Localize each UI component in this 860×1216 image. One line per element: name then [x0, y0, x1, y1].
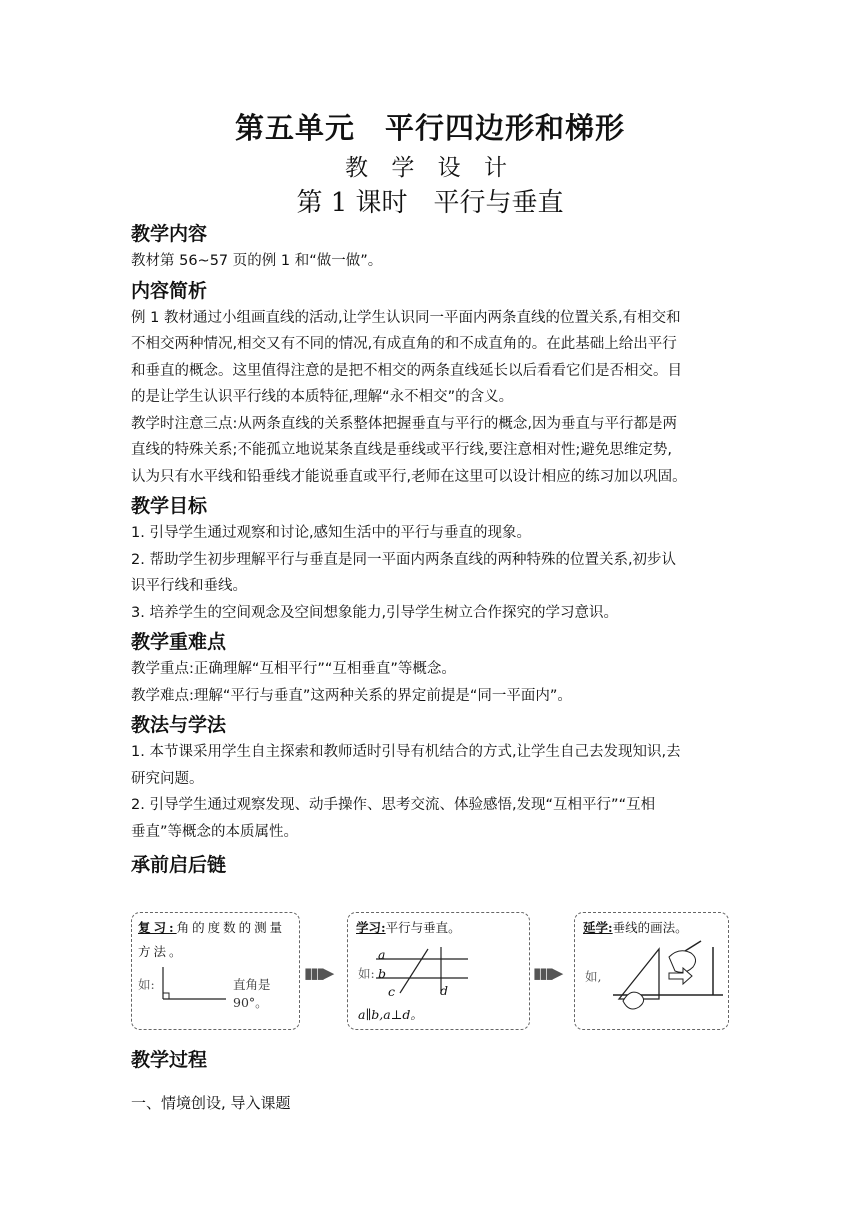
paragraph: 教材第 56~57 页的例 1 和“做一做”。: [131, 253, 383, 269]
section-heading: 承前启后链: [131, 854, 227, 876]
review-example-label: 如:: [138, 977, 155, 992]
section-heading: 教法与学法: [131, 714, 227, 736]
paragraph-line: 教学重点:正确理解“互相平行”“互相垂直”等概念。: [131, 661, 456, 677]
extend-text-line: [583, 918, 688, 936]
learn-text: 平行与垂直。: [385, 920, 461, 935]
section-analysis: [131, 277, 731, 491]
learn-box: [347, 912, 530, 1030]
paragraph-line: 不相交两种情况,相交又有不同的情况,有成直角的和不成直角的。在此基础上给出平行: [131, 336, 677, 352]
extend-label: 延学:: [583, 920, 613, 935]
paragraph-line: 垂直”等概念的本质属性。: [131, 823, 299, 840]
right-angle-figure: [158, 965, 228, 1001]
extend-box: [574, 912, 729, 1030]
section-heading: 内容简析: [131, 279, 208, 302]
process-step-1: 一、情境创设, 导入课题: [131, 1094, 291, 1112]
section-heading: 教学重难点: [131, 631, 227, 653]
line-label-b: b: [378, 966, 387, 981]
paragraph-line: 教学难点:理解“平行与垂直”这两种关系的界定前提是“同一平面内”。: [131, 687, 572, 704]
paragraph-line: 识平行线和垂线。: [131, 578, 247, 594]
section-heading: 教学内容: [131, 223, 208, 245]
paragraph-line: 直线的特殊关系;不能孤立地说某条直线是垂线或平行线,要注意相对性;避免思维定势,: [131, 442, 672, 458]
unit-title: 第五单元 平行四边形和梯形: [234, 111, 625, 145]
learn-example-label: 如:: [358, 966, 375, 981]
section-key-points: [131, 628, 731, 709]
section-heading: 教学目标: [131, 495, 208, 517]
paragraph-line: 3. 培养学生的空间观念及空间想象能力,引导学生树立合作探究的学习意识。: [131, 604, 619, 621]
paragraph-line: 例 1 教材通过小组画直线的活动,让学生认识同一平面内两条直线的位置关系,有相交和: [131, 309, 681, 326]
paragraph-line: 研究问题。: [131, 770, 204, 787]
review-box: [131, 912, 300, 1030]
chain-arrow-2: ▮▮▮▶: [533, 964, 562, 982]
review-text-line1: [138, 918, 285, 936]
lesson-title: 第 1 课时 平行与垂直: [296, 188, 564, 218]
line-label-a: a: [378, 947, 386, 962]
design-subtitle: 教 学 设 计: [345, 155, 515, 181]
process-heading: 教学过程: [131, 1049, 208, 1071]
paragraph-line: 2. 引导学生通过观察发现、动手操作、思考交流、体验感悟,发现“互相平行”“互相: [131, 797, 656, 813]
extend-example-label: 如,: [585, 969, 602, 984]
content-body: [131, 220, 731, 879]
section-chain: [131, 851, 731, 879]
paragraph-line: 教学时注意三点:从两条直线的关系整体把握垂直与平行的概念,因为垂直与平行都是两: [131, 415, 677, 432]
paragraph-line: 2. 帮助学生初步理解平行与垂直是同一平面内两条直线的两种特殊的位置关系,初步认: [131, 551, 677, 568]
process-section: [131, 1046, 731, 1117]
review-text: 角的度数的测量: [176, 920, 286, 935]
right-angle-note: 直角是 90°。: [233, 977, 271, 1010]
chain-arrow-1: ▮▮▮▶: [304, 964, 333, 982]
section-goals: [131, 492, 731, 626]
learn-text-line: [356, 918, 461, 936]
extend-text: 垂线的画法。: [612, 920, 688, 935]
paragraph-line: 1. 本节课采用学生自主探索和教师适时引导有机结合的方式,让学生自己去发现知识,去: [131, 744, 681, 760]
paragraph-line: 和垂直的概念。这里值得注意的是把不相交的两条直线延长以后看看它们是否相交。目: [131, 362, 682, 379]
section-content: [131, 220, 731, 275]
paragraph-line: 1. 引导学生通过观察和讨论,感知生活中的平行与垂直的现象。: [131, 525, 532, 541]
line-label-c: c: [388, 984, 396, 999]
learn-caption: a∥b,a⊥d。: [358, 1007, 423, 1022]
paragraph-line: 的是让学生认识平行线的本质特征,理解“永不相交”的含义。: [131, 389, 514, 405]
line-label-d: d: [440, 983, 449, 998]
knowledge-chain: [131, 912, 731, 1032]
review-text-line2: 方法。: [138, 944, 185, 959]
drawing-perpendicular-figure: [609, 939, 727, 1025]
paragraph-line: 认为只有水平线和铅垂线才能说垂直或平行,老师在这里可以设计相应的练习加以巩固。: [131, 468, 687, 485]
review-label: 复习:: [138, 920, 177, 935]
section-methods: [131, 711, 731, 845]
learn-label: 学习:: [356, 920, 386, 935]
parallel-perpendicular-figure: [372, 943, 472, 995]
